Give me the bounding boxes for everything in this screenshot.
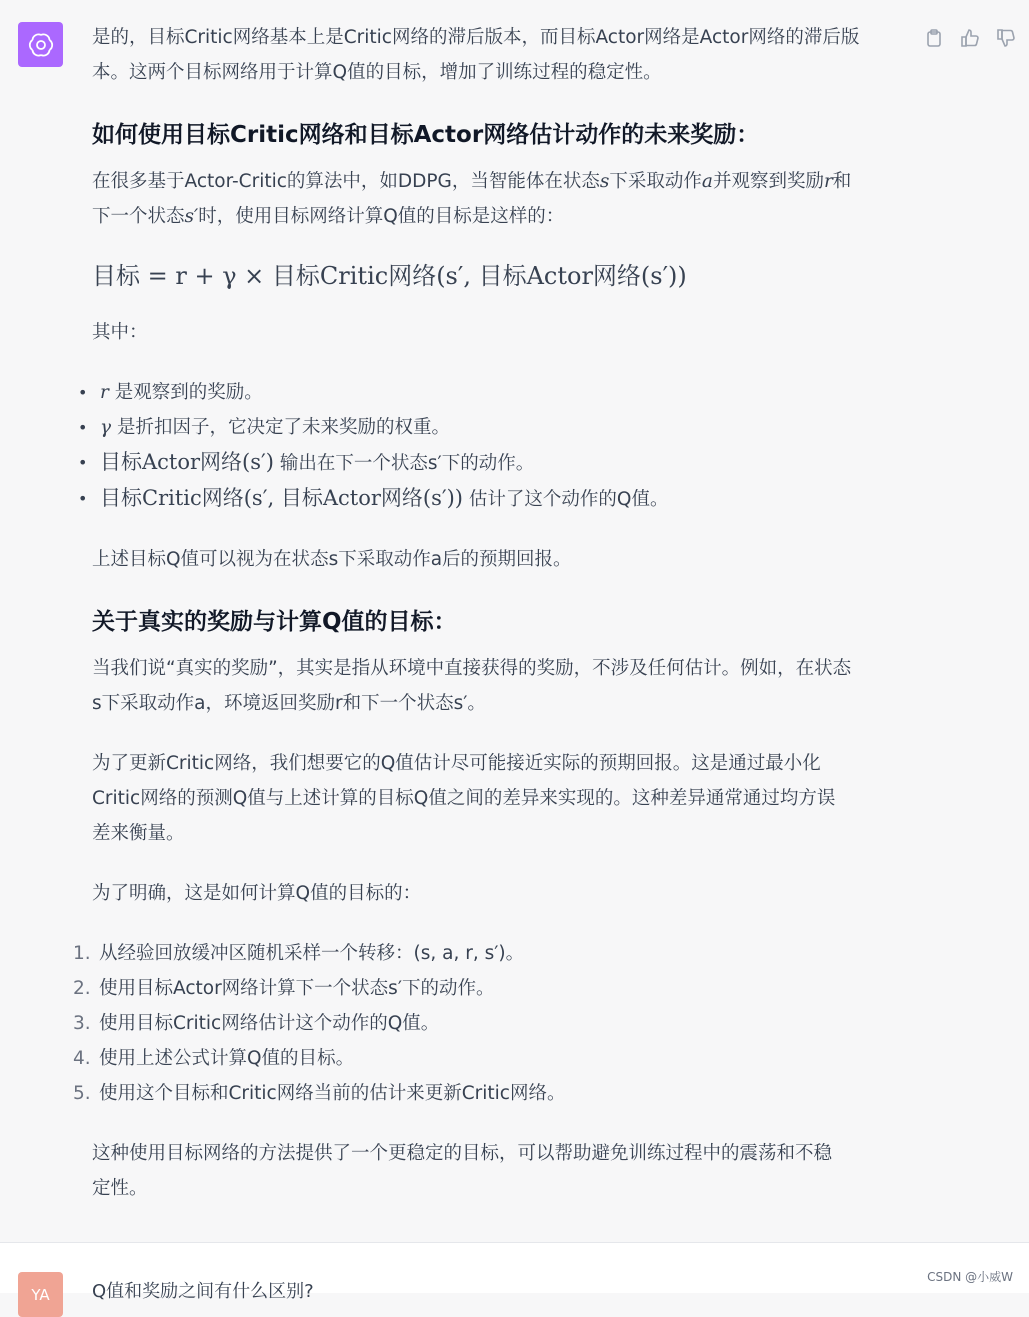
- step-text: 从经验回放缓冲区随机采样一个转移：(s, a, r, s′)。: [99, 943, 525, 964]
- bullet-text: 输出在下一个状态s′下的动作。: [273, 453, 535, 474]
- text-span: 时，使用目标网络计算Q值的目标是这样的：: [198, 206, 565, 227]
- user-message: [0, 1243, 1029, 1304]
- list-item: [73, 971, 893, 1006]
- intro-paragraph: [92, 20, 912, 90]
- heading-true-reward: 关于真实的奖励与计算Q值的目标：: [92, 609, 457, 635]
- text-span: 下一个状态: [92, 206, 185, 227]
- step-text: 使用上述公式计算Q值的目标。: [99, 1048, 355, 1069]
- text-span: 在很多基于Actor-Critic的算法中，如DDPG，当智能体在状态: [92, 171, 600, 192]
- conclusion-paragraph: [92, 1136, 912, 1206]
- math-a: a: [701, 171, 713, 192]
- update-critic-paragraph: [92, 746, 912, 851]
- ddpg-paragraph: [92, 164, 912, 234]
- list-item: [73, 1006, 893, 1041]
- text-line: Critic网络的预测Q值与上述计算的目标Q值之间的差异来实现的。这种差异通常通过均方误: [92, 788, 836, 809]
- bullet-symbol: r: [100, 382, 109, 403]
- where-label: 其中：: [92, 322, 148, 343]
- text-line: 为了更新Critic网络，我们想要它的Q值估计尽可能接近实际的预期回报。这是通过最小化: [92, 753, 821, 774]
- bullet-text: 是折扣因子，它决定了未来奖励的权重。: [111, 417, 450, 438]
- step-text: 使用这个目标和Critic网络当前的估计来更新Critic网络。: [99, 1083, 566, 1104]
- text-line: 当我们说“真实的奖励”，其实是指从环境中直接获得的奖励，不涉及任何估计。例如，在状态: [92, 658, 852, 679]
- math-s: s: [599, 171, 610, 192]
- bullet-text: 估计了这个动作的Q值。: [463, 489, 669, 510]
- list-item: [80, 375, 900, 410]
- true-reward-paragraph: [92, 651, 912, 721]
- message-actions: [924, 28, 1016, 48]
- intro-line-1: 是的，目标Critic网络基本上是Critic网络的滞后版本，而目标Actor网络是Actor网络的滞后版: [92, 27, 860, 48]
- step-text: 使用目标Critic网络估计这个动作的Q值。: [99, 1013, 440, 1034]
- bullet-symbol: 目标Critic网络(s′, 目标Actor网络(s′)): [100, 486, 463, 510]
- copy-icon[interactable]: [924, 28, 944, 48]
- text-span: 下采取动作: [609, 171, 702, 192]
- steps-list: [73, 936, 893, 1111]
- step-number: 5.: [73, 1083, 91, 1104]
- symbol-list: [80, 375, 900, 517]
- math-r: r: [823, 171, 833, 192]
- watermark: CSDN @小威W: [927, 1270, 1013, 1284]
- intro-line-2: 本。这两个目标网络用于计算Q值的目标，增加了训练过程的稳定性。: [92, 62, 662, 83]
- list-item: [80, 481, 900, 517]
- step-number: 2.: [73, 978, 91, 999]
- text-line: 定性。: [92, 1178, 148, 1199]
- step-number: 4.: [73, 1048, 91, 1069]
- step-number: 1.: [73, 943, 91, 964]
- list-item: [73, 1076, 893, 1111]
- text-line: 差来衡量。: [92, 823, 185, 844]
- openai-logo-icon: [18, 22, 63, 67]
- text-line: 这种使用目标网络的方法提供了一个更稳定的目标，可以帮助避免训练过程中的震荡和不稳: [92, 1143, 833, 1164]
- step-text: 使用目标Actor网络计算下一个状态s′下的动作。: [99, 978, 495, 999]
- text-line: s下采取动作a，环境返回奖励r和下一个状态s′。: [92, 693, 486, 714]
- message-content: [73, 20, 912, 1206]
- bullet-text: 是观察到的奖励。: [108, 382, 263, 403]
- thumbs-down-icon[interactable]: [996, 28, 1016, 48]
- list-item: [73, 936, 893, 971]
- list-item: [80, 445, 900, 481]
- bullet-symbol: 目标Actor网络(s′): [100, 450, 274, 474]
- clarify-paragraph: 为了明确，这是如何计算Q值的目标的：: [92, 883, 422, 904]
- target-formula: 目标 = r + γ × 目标Critic网络(s′, 目标Actor网络(s′)): [92, 262, 687, 290]
- expected-return-paragraph: 上述目标Q值可以视为在状态s下采取动作a后的预期回报。: [92, 549, 572, 570]
- user-avatar: YA: [18, 1272, 63, 1317]
- text-span: 和: [832, 171, 852, 192]
- list-item: [73, 1041, 893, 1076]
- thumbs-up-icon[interactable]: [960, 28, 980, 48]
- heading-future-reward: 如何使用目标Critic网络和目标Actor网络估计动作的未来奖励：: [92, 122, 760, 148]
- list-item: [80, 410, 900, 445]
- math-s-prime: s′: [184, 206, 199, 227]
- text-span: 并观察到奖励: [712, 171, 824, 192]
- step-number: 3.: [73, 1013, 91, 1034]
- bullet-symbol: γ: [100, 417, 112, 438]
- user-message-text: Q值和奖励之间有什么区别?: [92, 1281, 314, 1302]
